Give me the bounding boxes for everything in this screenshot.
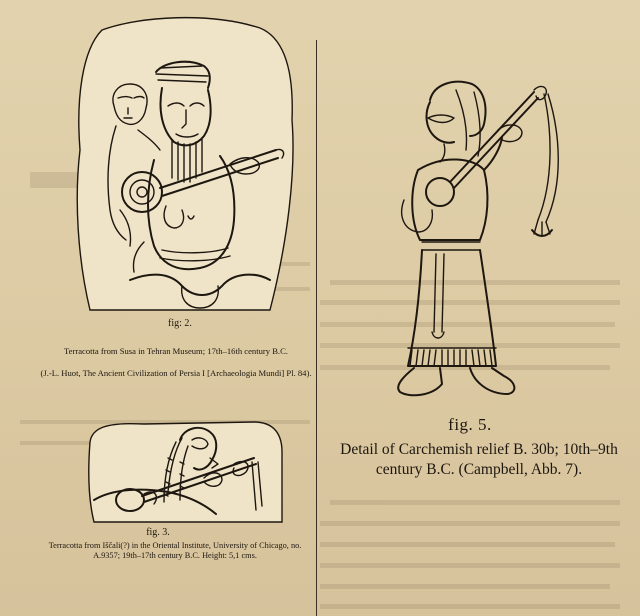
- fig2-source: (J.-L. Huot, The Ancient Civilization of Persia I [Archaeologia Mundi] Pl. 84).: [40, 368, 312, 378]
- fig5-illustration: [384, 70, 594, 410]
- fig2-label: fig: 2.: [168, 318, 192, 329]
- fig2-illustration: [70, 10, 310, 315]
- fig3-label: fig. 3.: [146, 527, 170, 538]
- fig5-caption: Detail of Carchemish relief B. 30b; 10th–9th century B.C. (Campbell, Abb. 7).: [340, 441, 618, 479]
- fig3-illustration: [84, 418, 288, 526]
- fig5-label: fig. 5.: [448, 415, 492, 434]
- fig2-caption: Terracotta from Susa in Tehran Museum; 17th–16th century B.C.: [64, 346, 288, 356]
- fig3-caption: Terracotta from Iščali(?) in the Oriental Institute, University of Chicago, no. A.9357; 19th–17th century B.C. Height: 5,1 cms.: [48, 541, 302, 561]
- column-divider: [316, 40, 317, 616]
